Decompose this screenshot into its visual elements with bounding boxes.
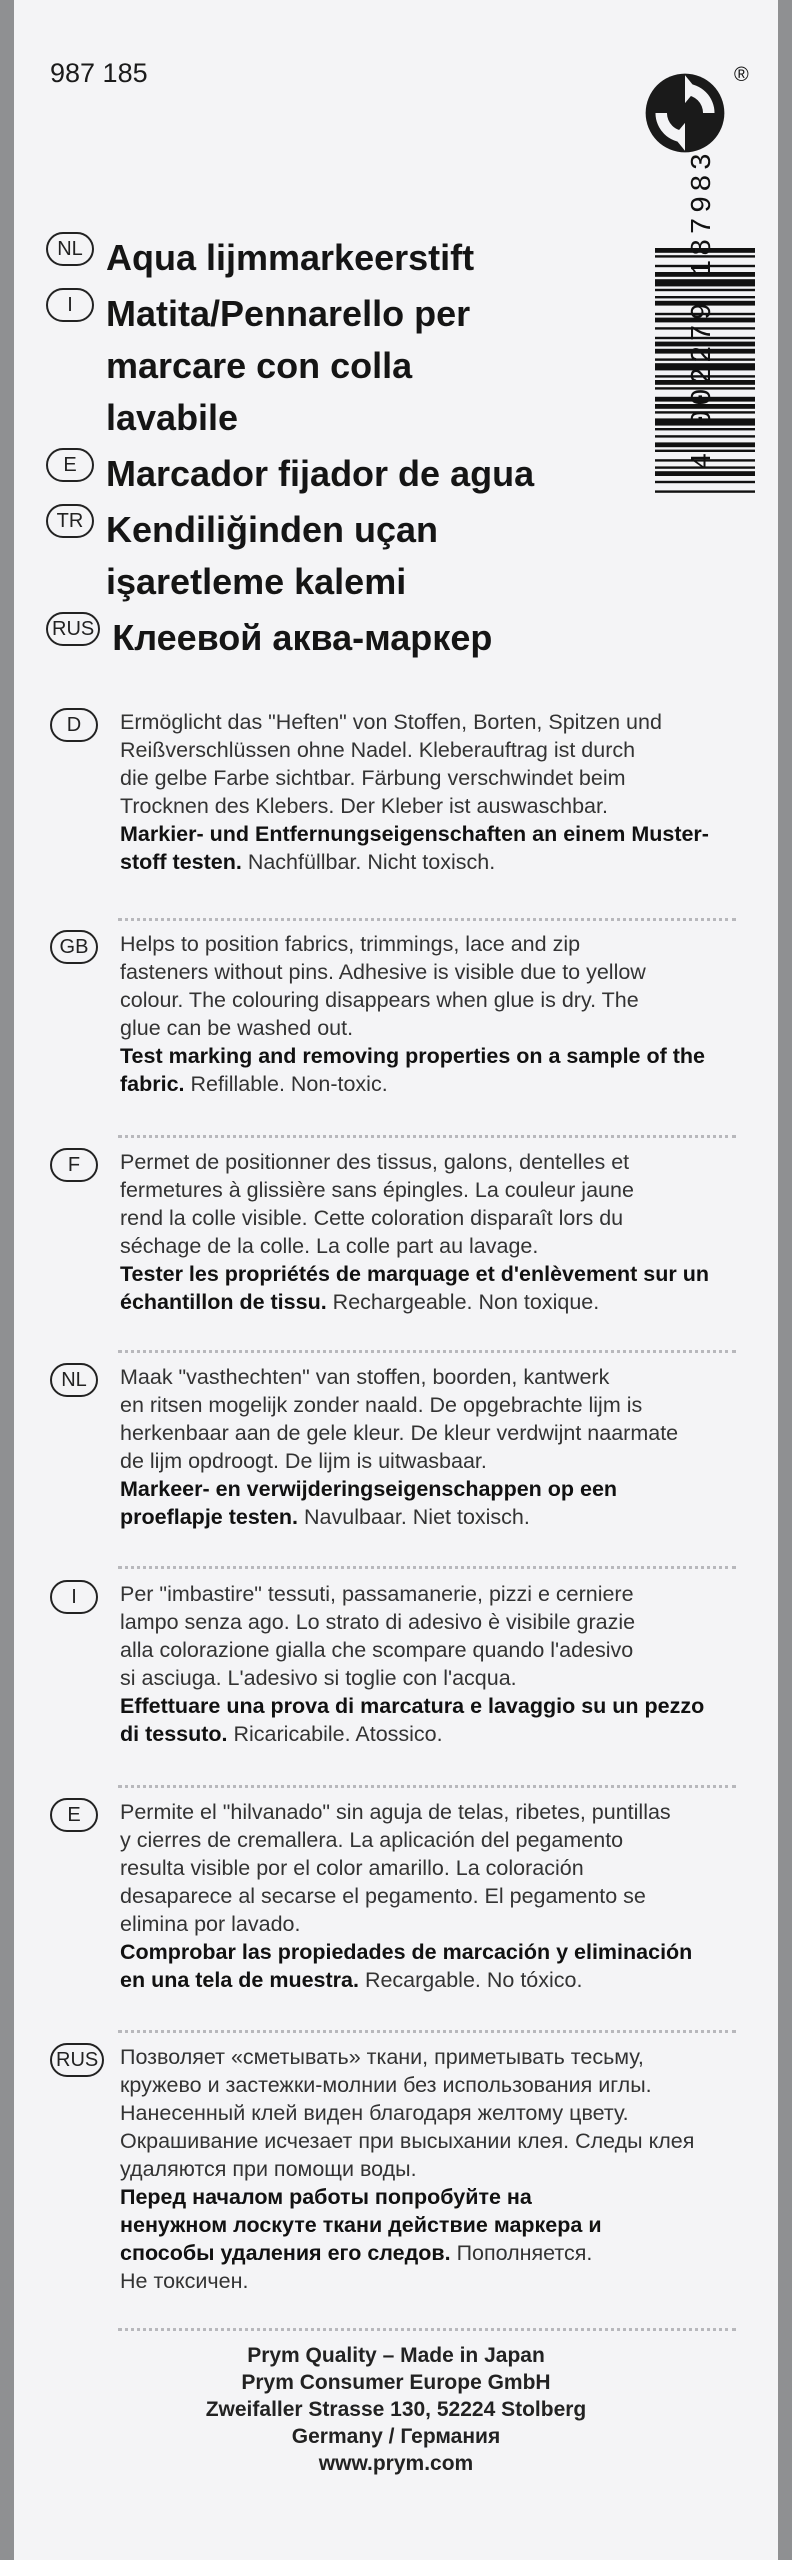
text-line: кружево и застежки-молнии без использования иглы. xyxy=(120,2073,652,2097)
barcode-number: 4 002279 187983 xyxy=(686,148,719,470)
registered-mark: ® xyxy=(734,64,749,86)
divider xyxy=(118,1135,736,1138)
lang-badge: RUS xyxy=(50,2043,104,2077)
title-line: işaretleme kalemi xyxy=(106,561,407,602)
lang-badge: D xyxy=(50,708,98,742)
text-line: si asciuga. L'adesivo si toglie con l'acqua. xyxy=(120,1666,517,1690)
product-titles xyxy=(46,232,626,668)
text-line: fasteners without pins. Adhesive is visible due to yellow xyxy=(120,960,646,984)
text-line: séchage de la colle. La colle part au lavage. xyxy=(120,1234,539,1258)
text-line: glue can be washed out. xyxy=(120,1016,354,1040)
section-fr xyxy=(50,1148,740,1316)
text-line: y cierres de cremallera. La aplicación del pegamento xyxy=(120,1828,624,1852)
tail-text: Пополняется. xyxy=(456,2241,593,2265)
text-line: Reißverschlüssen ohne Nadel. Kleberauftrag ist durch xyxy=(120,738,636,762)
lang-badge: NL xyxy=(46,232,94,266)
tail-text: Rechargeable. Non toxique. xyxy=(332,1290,600,1314)
section-gb xyxy=(50,930,740,1098)
section-text xyxy=(120,1363,740,1531)
lang-badge: NL xyxy=(50,1363,98,1397)
bold-line: Comprobar las propiedades de marcación y eliminación xyxy=(120,1940,693,1964)
bold-line: ненужном лоскуте ткани действие маркера и xyxy=(120,2213,602,2237)
bold-line: Effettuare una prova di marcatura e lavaggio su un pezzo xyxy=(120,1694,705,1718)
bold-line: Test marking and removing properties on a sample of the xyxy=(120,1044,706,1068)
section-es xyxy=(50,1798,740,1994)
section-de xyxy=(50,708,740,876)
lang-badge: F xyxy=(50,1148,98,1182)
bold-line: способы удаления его следов. xyxy=(120,2241,451,2265)
text-line: удаляются при помощи воды. xyxy=(120,2157,417,2181)
bold-line: fabric. xyxy=(120,1072,185,1096)
text-line: rend la colle visible. Cette coloration disparaît lors du xyxy=(120,1206,624,1230)
text-line: Trocknen des Klebers. Der Kleber ist auswaschbar. xyxy=(120,794,608,818)
title-line: Клеевой аква-маркер xyxy=(112,617,493,658)
title-line: Aqua lijmmarkeerstift xyxy=(106,237,475,278)
footer-line: Prym Quality – Made in Japan xyxy=(247,2344,545,2367)
bold-line: en una tela de muestra. xyxy=(120,1968,359,1992)
bold-line: di tessuto. xyxy=(120,1722,228,1746)
divider xyxy=(118,1566,736,1569)
footer-line: Zweifaller Strasse 130, 52224 Stolberg xyxy=(205,2398,587,2421)
title-line: marcare con colla xyxy=(106,345,413,386)
section-text xyxy=(120,930,740,1098)
text-line: Permet de positionner des tissus, galons, dentelles et xyxy=(120,1150,630,1174)
text-line: fermetures à glissière sans épingles. La couleur jaune xyxy=(120,1178,634,1202)
text-line: resulta visible por el color amarillo. La coloración xyxy=(120,1856,584,1880)
section-text xyxy=(120,1798,740,1994)
tail-text: Nachfüllbar. Nicht toxisch. xyxy=(247,850,496,874)
text-line: colour. The colouring disappears when glue is dry. The xyxy=(120,988,639,1012)
text-line: elimina por lavado. xyxy=(120,1912,301,1936)
bold-line: Markier- und Entfernungseigenschaften an einem Muster- xyxy=(120,822,709,846)
text-line: Permite el "hilvanado" sin aguja de telas, ribetes, puntillas xyxy=(120,1800,671,1824)
title-line: Marcador fijador de agua xyxy=(106,453,535,494)
bold-line: proeflapje testen. xyxy=(120,1505,299,1529)
title-es xyxy=(46,448,626,500)
bold-line: Перед началом работы попробуйте на xyxy=(120,2185,532,2209)
tail-text: Navulbaar. Niet toxisch. xyxy=(304,1505,530,1529)
tail-text: Refillable. Non-toxic. xyxy=(190,1072,388,1096)
lang-badge: E xyxy=(50,1798,98,1832)
text-line: lampo senza ago. Lo strato di adesivo è visibile grazie xyxy=(120,1610,636,1634)
text-line: Позволяет «сметывать» ткани, приметывать тесьму, xyxy=(120,2045,644,2069)
text-line: Окрашивание исчезает при высыхании клея. Следы клея xyxy=(120,2129,695,2153)
section-ru xyxy=(50,2043,740,2295)
text-line: Нанесенный клей виден благодаря желтому цвету. xyxy=(120,2101,629,2125)
divider xyxy=(118,1785,736,1788)
title-ru xyxy=(46,612,626,664)
tail-text: Ricaricabile. Atossico. xyxy=(233,1722,443,1746)
bold-line: Tester les propriétés de marquage et d'enlèvement sur un xyxy=(120,1262,709,1286)
divider xyxy=(118,2030,736,2033)
bold-line: Markeer- en verwijderingseigenschappen op een xyxy=(120,1477,618,1501)
divider xyxy=(118,918,736,921)
text-line: Maak "vasthechten" van stoffen, boorden, kantwerk xyxy=(120,1365,610,1389)
section-text xyxy=(120,708,740,876)
section-nl xyxy=(50,1363,740,1531)
section-text xyxy=(120,2043,740,2295)
lang-badge: TR xyxy=(46,504,94,538)
title-line: Kendiliğinden uçan xyxy=(106,509,439,550)
text-line: alla colorazione gialla che scompare quando l'adesivo xyxy=(120,1638,634,1662)
section-text xyxy=(120,1148,740,1316)
divider xyxy=(118,1350,736,1353)
section-text xyxy=(120,1580,740,1748)
lang-badge: E xyxy=(46,448,94,482)
section-it xyxy=(50,1580,740,1748)
bold-line: échantillon de tissu. xyxy=(120,1290,327,1314)
title-line: lavabile xyxy=(106,397,239,438)
title-tr xyxy=(46,504,626,608)
lang-badge: GB xyxy=(50,930,98,964)
text-line: en ritsen mogelijk zonder naald. De opgebrachte lijm is xyxy=(120,1393,643,1417)
lang-badge: I xyxy=(50,1580,98,1614)
package-edge-right xyxy=(778,0,792,2560)
footer-line: Germany / Германия xyxy=(291,2425,501,2448)
lang-badge: I xyxy=(46,288,94,322)
text-line: de lijm opdroogt. De lijm is uitwasbaar. xyxy=(120,1449,487,1473)
package-edge-left xyxy=(0,0,14,2560)
text-line: Ermöglicht das "Heften" von Stoffen, Borten, Spitzen und xyxy=(120,710,662,734)
title-line: Matita/Pennarello per xyxy=(106,293,471,334)
divider xyxy=(118,2328,736,2331)
footer-line: Prym Consumer Europe GmbH xyxy=(241,2371,551,2394)
footer-link[interactable]: www.prym.com xyxy=(318,2452,474,2475)
bold-line: stoff testen. xyxy=(120,850,242,874)
article-number: 987 185 xyxy=(50,58,148,88)
text-line: Per "imbastire" tessuti, passamanerie, pizzi e cerniere xyxy=(120,1582,634,1606)
text-line: Helps to position fabrics, trimmings, lace and zip xyxy=(120,932,581,956)
text-line: die gelbe Farbe sichtbar. Färbung verschwindet beim xyxy=(120,766,626,790)
lang-badge: RUS xyxy=(46,612,100,646)
text-line: Не токсичен. xyxy=(120,2269,249,2293)
title-it xyxy=(46,288,626,444)
text-line: herkenbaar aan de gele kleur. De kleur verdwijnt naarmate xyxy=(120,1421,679,1445)
tail-text: Recargable. No tóxico. xyxy=(364,1968,583,1992)
text-line: desaparece al secarse el pegamento. El pegamento se xyxy=(120,1884,646,1908)
manufacturer-footer xyxy=(0,2342,792,2477)
title-nl xyxy=(46,232,626,284)
